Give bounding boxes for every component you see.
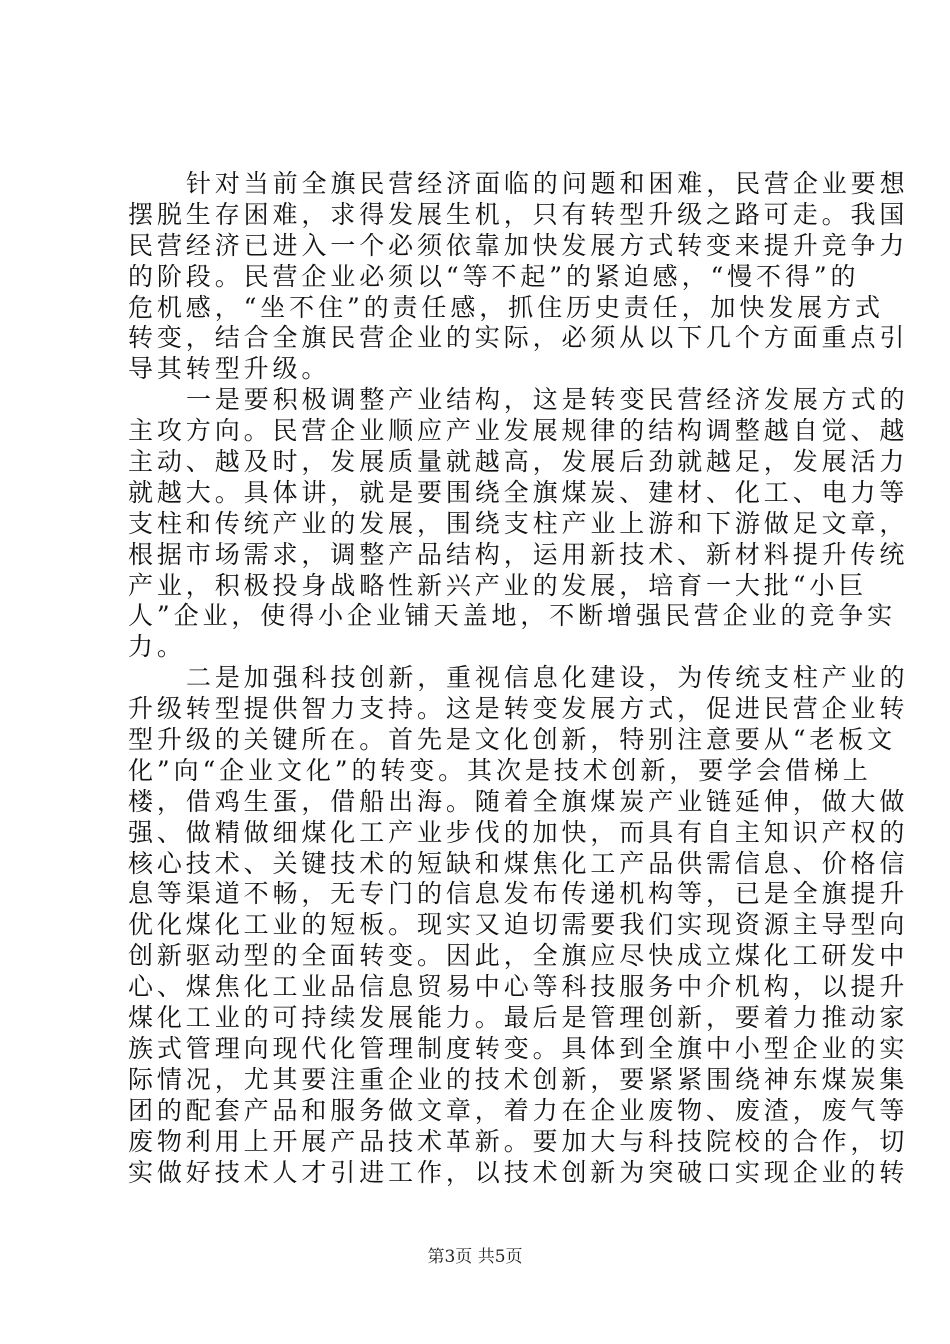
text-line: 核心技术、关键技术的短缺和煤焦化工产品供需信息、价格信 [128, 848, 909, 878]
text-line: 实做好技术人才引进工作，以技术创新为突破口实现企业的转 [128, 1157, 909, 1187]
text-line: 际情况，尤其要注重企业的技术创新，要紧紧围绕神东煤炭集 [128, 1064, 909, 1094]
text-line: 主动、越及时，发展质量就越高，发展后劲就越足，发展活力 [128, 447, 909, 477]
paragraph [128, 663, 909, 1188]
text-line: 心、煤焦化工业品信息贸易中心等科技服务中介机构，以提升 [128, 972, 909, 1002]
text-line: 力。 [128, 632, 186, 662]
text-line: 团的配套产品和服务做文章，着力在企业废物、废渣，废气等 [128, 1095, 909, 1125]
text-line: 针对当前全旗民营经济面临的问题和困难，民营企业要想 [186, 169, 909, 198]
text-line: 根据市场需求，调整产品结构，运用新技术、新材料提升传统 [128, 539, 909, 569]
text-line: 族式管理向现代化管理制度转变。具体到全旗中小型企业的实 [128, 1033, 909, 1063]
text-line: 强、做精做细煤化工产业步伐的加快，而具有自主知识产权的 [128, 817, 909, 847]
text-line: 一是要积极调整产业结构，这是转变民营经济发展方式的 [186, 385, 909, 415]
text-line: 支柱和传统产业的发展，围绕支柱产业上游和下游做足文章， [128, 508, 909, 538]
text-line: 危机感，“坐不住”的责任感，抓住历史责任，加快发展方式 [128, 292, 884, 322]
text-line: 息等渠道不畅，无专门的信息发布传递机构等，已是全旗提升 [128, 879, 909, 909]
text-line: 摆脱生存困难，求得发展生机，只有转型升级之路可走。我国 [128, 199, 909, 229]
text-line: 转变，结合全旗民营企业的实际，必须从以下几个方面重点引 [128, 323, 909, 353]
page-number: 第3页 共5页 [427, 1247, 523, 1267]
text-line: 主攻方向。民营企业顺应产业发展规律的结构调整越自觉、越 [128, 416, 909, 446]
text-line: 人”企业，使得小企业铺天盖地，不断增强民营企业的竞争实 [128, 601, 897, 631]
document-body [128, 169, 909, 1188]
text-line: 优化煤化工业的短板。现实又迫切需要我们实现资源主导型向 [128, 910, 909, 940]
text-line: 升级转型提供智力支持。这是转变发展方式，促进民营企业转 [128, 694, 909, 724]
text-line: 的阶段。民营企业必须以“等不起”的紧迫感，“慢不得”的 [128, 261, 860, 291]
text-line: 楼，借鸡生蛋，借船出海。随着全旗煤炭产业链延伸，做大做 [128, 786, 909, 816]
text-line: 导其转型升级。 [128, 354, 331, 384]
paragraph [128, 385, 909, 663]
text-line: 废物利用上开展产品技术革新。要加大与科技院校的合作，切 [128, 1126, 909, 1156]
text-line: 二是加强科技创新，重视信息化建设，为传统支柱产业的 [186, 663, 909, 693]
text-line: 民营经济已进入一个必须依靠加快发展方式转变来提升竞争力 [128, 230, 909, 260]
text-line: 型升级的关键所在。首先是文化创新，特别注意要从“老板文 [128, 725, 897, 755]
text-line: 化”向“企业文化”的转变。其次是技术创新，要学会借梯上 [128, 755, 872, 785]
text-line: 产业，积极投身战略性新兴产业的发展，培育一大批“小巨 [128, 570, 868, 600]
text-line: 创新驱动型的全面转变。因此，全旗应尽快成立煤化工研发中 [128, 941, 909, 971]
paragraph [128, 169, 909, 385]
text-line: 就越大。具体讲，就是要围绕全旗煤炭、建材、化工、电力等 [128, 477, 909, 507]
text-line: 煤化工业的可持续发展能力。最后是管理创新，要着力推动家 [128, 1003, 909, 1033]
